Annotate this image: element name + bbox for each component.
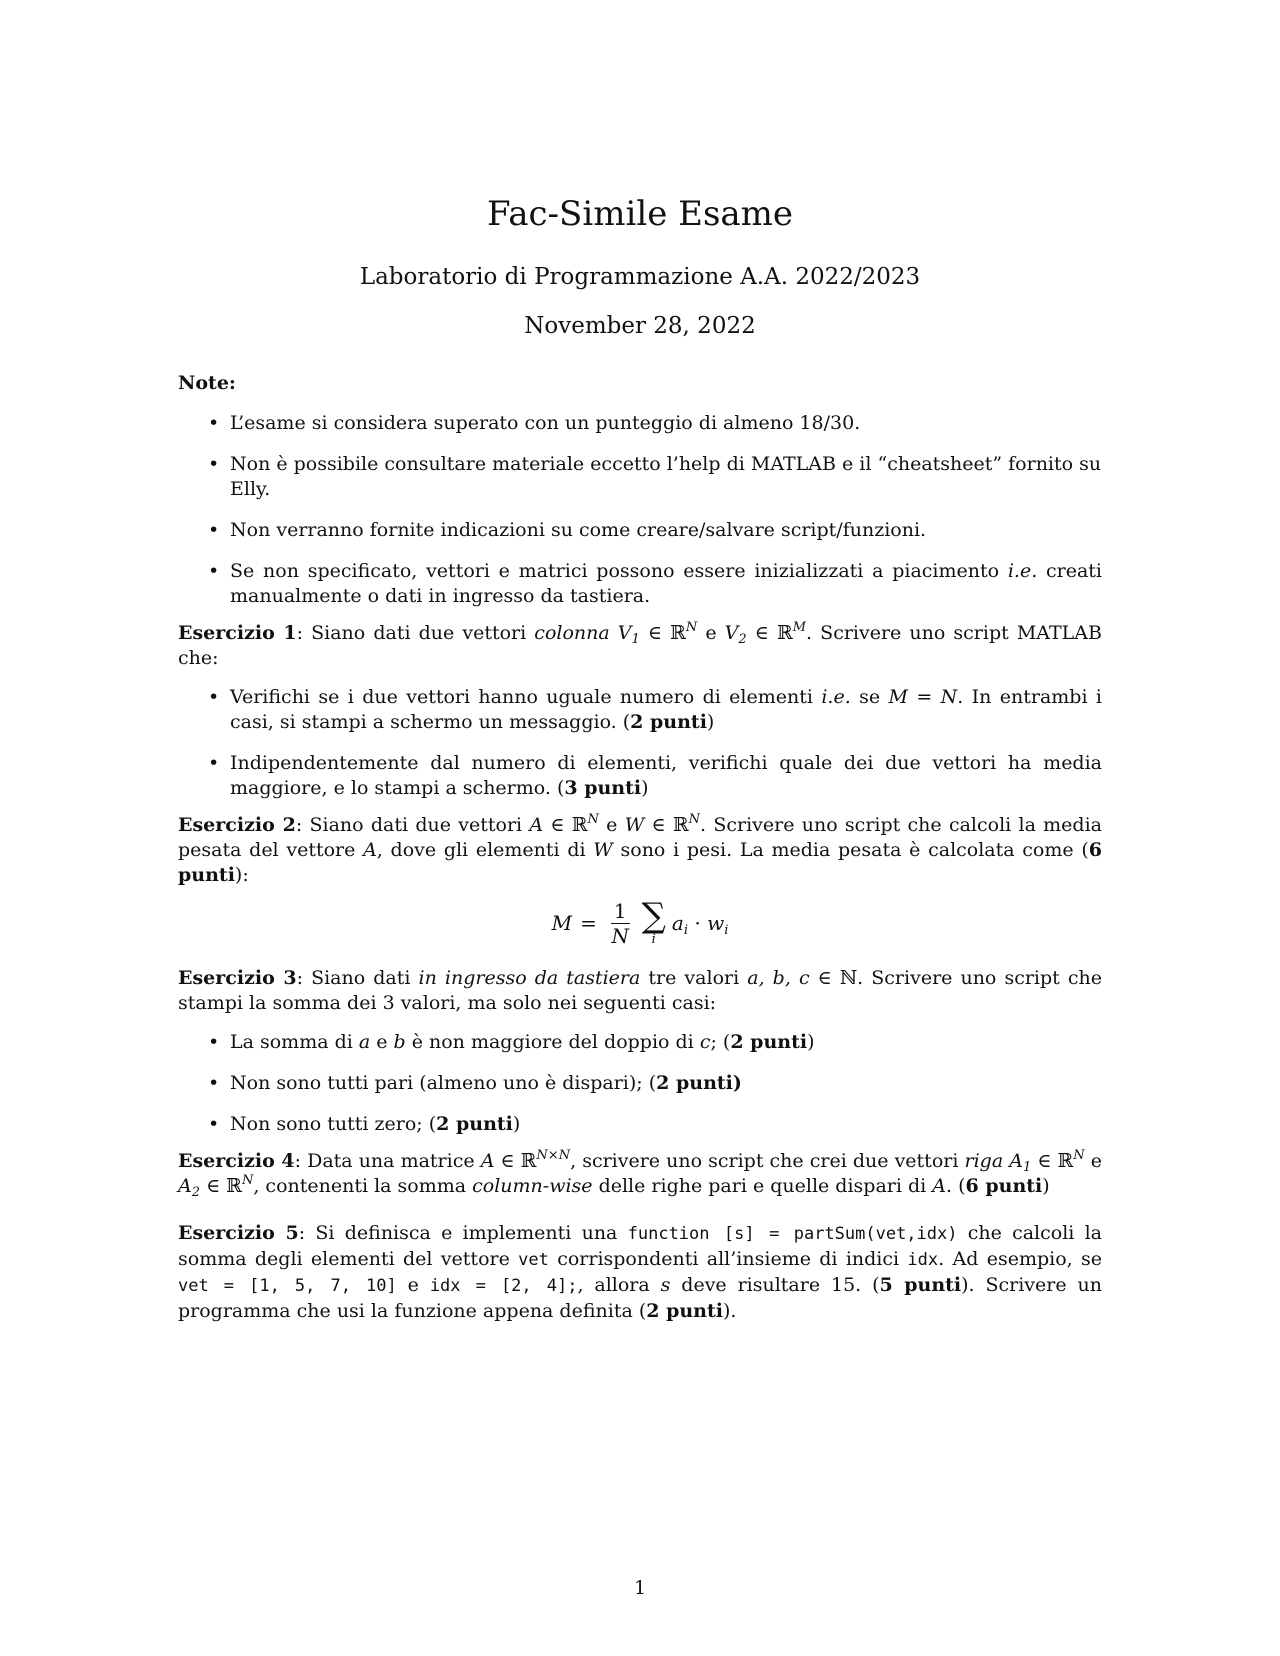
document-date: November 28, 2022 bbox=[524, 313, 756, 339]
list-item: • Non sono tutti pari (almeno uno è dispari); (2 punti) bbox=[178, 1071, 1102, 1096]
page-number: 1 bbox=[633, 1577, 647, 1599]
exercise-1: Esercizio 1: Siano dati due vettori colonna $V_1$ ∈ ℝ$^N$ e $V_2$ ∈ ℝ$^M$. Scrivere uno script MATLAB che: bbox=[178, 620, 1102, 669]
list-item: • Indipendentemente dal numero di elementi, verifichi quale dei due vettori ha media maggiore, e lo stampi a schermo. (3 punti) bbox=[178, 751, 1102, 801]
exercise-1-label: Esercizio 1 bbox=[178, 622, 297, 644]
list-item: • Non verranno fornite indicazioni su come creare/salvare script/funzioni. bbox=[178, 518, 1102, 543]
exercise-3: Esercizio 3: Siano dati in ingresso da tastiera tre valori a, b, c ∈ ℕ. Scrivere uno script che stampi la somma dei 3 valori, ma solo nei seguenti casi: bbox=[178, 967, 1102, 1014]
page-title: Fac-Simile Esame bbox=[486, 194, 794, 234]
exercise-5-label: Esercizio 5 bbox=[178, 1222, 299, 1244]
exercise-4-label: Esercizio 4 bbox=[178, 1150, 295, 1172]
notes-list bbox=[178, 411, 1102, 609]
list-item: • Se non specificato, vettori e matrici possono essere inizializzati a piacimento i.e. creati manualmente o dati in ingresso da tastiera. bbox=[178, 559, 1102, 609]
list-item: • Non sono tutti zero; (2 punti) bbox=[178, 1112, 1102, 1137]
course-subtitle: Laboratorio di Programmazione A.A. 2022/2023 bbox=[359, 264, 921, 290]
exercise-5: Esercizio 5: Si definisca e implementi una function [s] = partSum(vet,idx) che calcoli la somma degli elementi del vettore vet corrispondenti all’insieme di indici idx. Ad esempio, se vet = [1, 5, 7, 10] e idx = [2, 4];, allora s deve risultare 15. (5 punti). Scrivere un programma che usi la funzione appena definita (2 punti). bbox=[178, 1222, 1102, 1322]
weighted-mean-formula: M = $\frac{1}{N}$ ∑ i $a_i \cdot w_i$ bbox=[551, 896, 729, 948]
exercise-3-label: Esercizio 3 bbox=[178, 967, 297, 989]
exercise-2-label: Esercizio 2 bbox=[178, 814, 296, 836]
list-item: • L’esame si considera superato con un punteggio di almeno 18/30. bbox=[178, 411, 1102, 436]
list-item: • Verifichi se i due vettori hanno uguale numero di elementi i.e. se M = N. In entrambi i casi, si stampi a schermo un messaggio. (2 punti) bbox=[178, 685, 1102, 735]
list-item: • La somma di a e b è non maggiore del doppio di c; (2 punti) bbox=[178, 1030, 1102, 1055]
exercise-3-list bbox=[178, 1030, 1102, 1137]
exercise-1-list bbox=[178, 685, 1102, 801]
exercise-2: Esercizio 2: Siano dati due vettori A ∈ ℝ$^N$ e W ∈ ℝ$^N$. Scrivere uno script che calcoli la media pesata del vettore A, dove gli elementi di W sono i pesi. La media pesata è calcolata come (6 punti): bbox=[178, 812, 1102, 886]
list-item: • Non è possibile consultare materiale eccetto l’help di MATLAB e il “cheatsheet” fornito su Elly. bbox=[178, 452, 1102, 502]
document-body bbox=[178, 371, 1102, 1338]
exercise-4: Esercizio 4: Data una matrice A ∈ ℝ$^{N\times N}$, scrivere uno script che crei due vettori riga $A_1$ ∈ ℝ$^N$ e $A_2$ ∈ ℝ$^N$, contenenti la somma column-wise delle righe pari e quelle dispari di A. (6 punti) bbox=[178, 1148, 1102, 1200]
notes-label: Note: bbox=[178, 372, 236, 394]
